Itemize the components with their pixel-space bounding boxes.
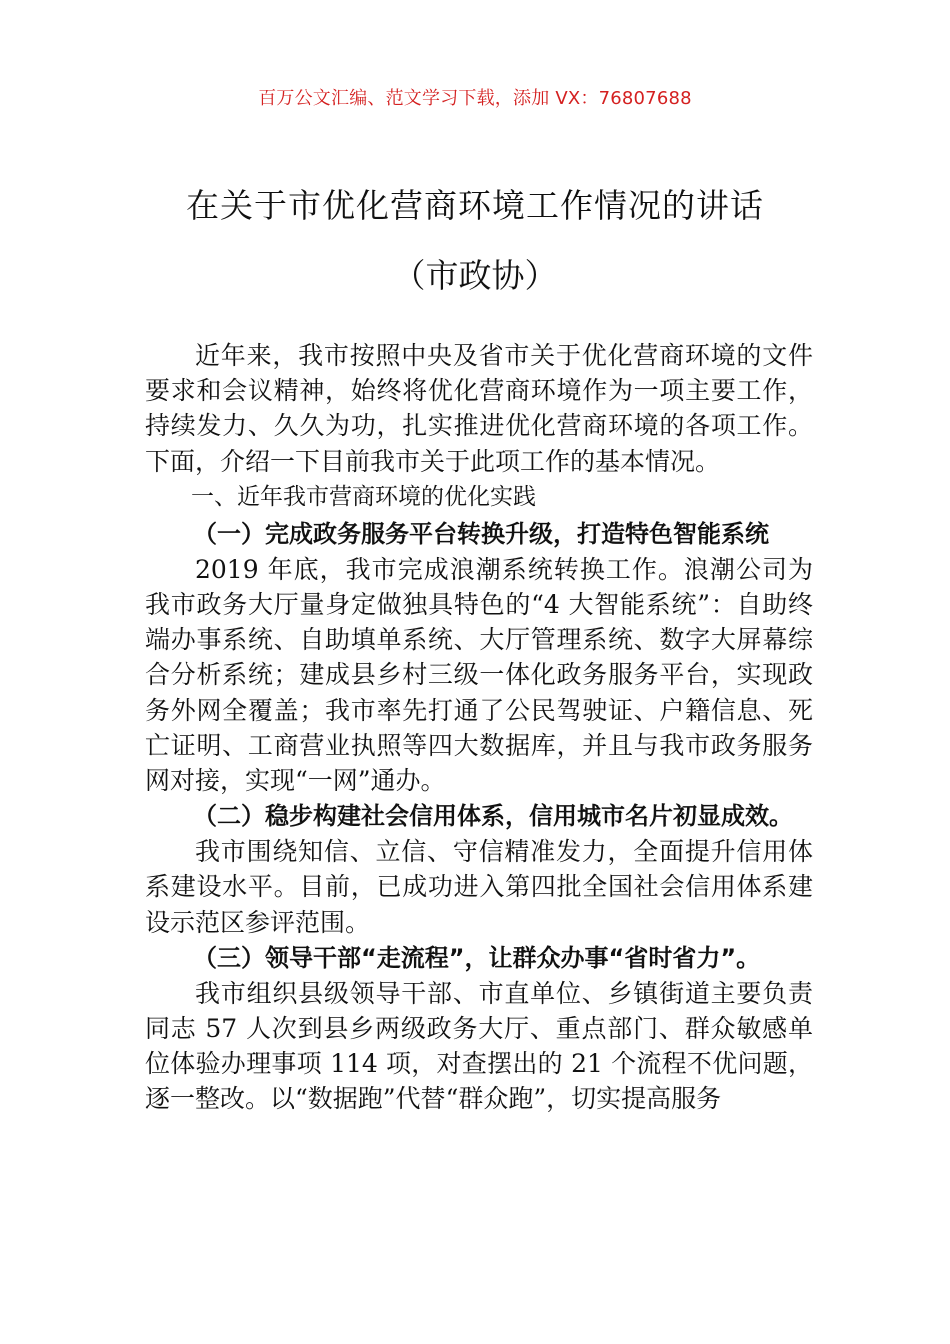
document-subtitle: （市政协） <box>392 256 558 295</box>
subsection-heading-2: （二）稳步构建社会信用体系，信用城市名片初显成效。 <box>193 802 793 831</box>
subsection-heading-1: （一）完成政务服务平台转换升级，打造特色智能系统 <box>193 519 769 548</box>
paragraph-platform: 2019 年底，我市完成浪潮系统转换工作。浪潮公司为我市政务大厅量身定做独具特色的“4 大智能系统”：自助终端办事系统、自助填单系统、大厅管理系统、数字大屏幕综合分析系统；建成县乡村三级一体化政务服务平台，实现政务外网全覆盖；我市率先打通了公民驾驶证、户籍信息、死亡证明、工商营业执照等四大数据库，并且与我市政务服务网对接，实现“一网”通办。 <box>145 554 813 796</box>
document-title: 在关于市优化营商环境工作情况的讲话 <box>186 186 764 225</box>
paragraph-credit: 我市围绕知信、立信、守信精准发力，全面提升信用体系建设水平。目前，已成功进入第四批全国社会信用体系建设示范区参评范围。 <box>145 837 813 937</box>
section-heading-1: 一、近年我市营商环境的优化实践 <box>191 483 536 510</box>
document-body <box>145 338 813 1117</box>
paragraph-process: 我市组织县级领导干部、市直单位、乡镇街道主要负责同志 57 人次到县乡两级政务大厅、重点部门、群众敏感单位体验办理事项 114 项，对查摆出的 21 个流程不优问题，逐一整改。以“数据跑”代替“群众跑”，切实提高服务 <box>145 978 813 1114</box>
paragraph-intro: 近年来，我市按照中央及省市关于优化营商环境的文件要求和会议精神，始终将优化营商环境作为一项主要工作，持续发力、久久为功，扎实推进优化营商环境的各项工作。下面，介绍一下目前我市关于此项工作的基本情况。 <box>145 341 813 476</box>
subsection-heading-3: （三）领导干部“走流程”，让群众办事“省时省力”。 <box>193 943 761 972</box>
promo-banner: 百万公文汇编、范文学习下载，添加 VX：76807688 <box>258 88 692 109</box>
